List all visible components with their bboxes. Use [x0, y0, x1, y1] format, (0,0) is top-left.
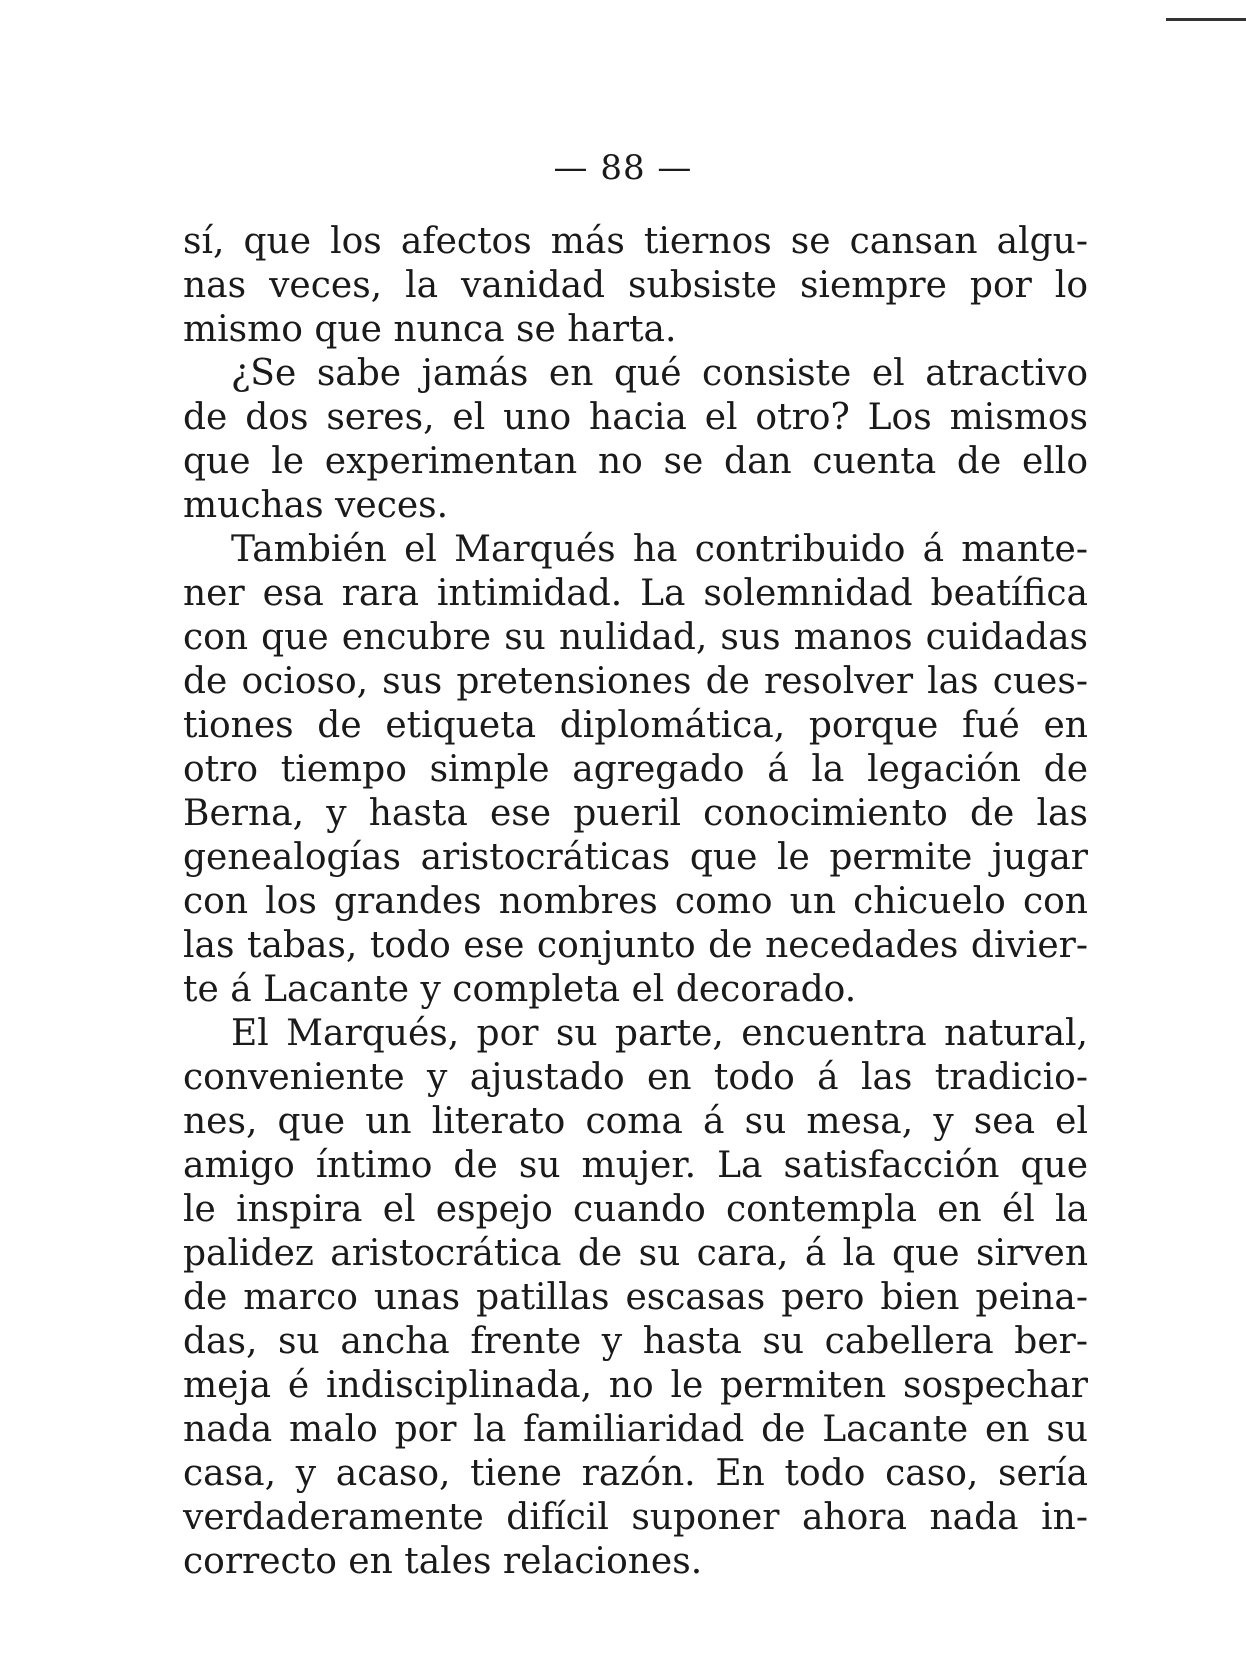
text-line: palidez aristocrática de su cara, á la que sirven	[183, 1233, 1088, 1274]
text-line: meja é indisciplinada, no le permiten sospechar	[183, 1365, 1088, 1406]
margin-rule	[1166, 18, 1246, 21]
text-line: El Marqués, por su parte, encuentra natural,	[231, 1013, 1088, 1054]
text-line: También el Marqués ha contribuido á mante-	[231, 529, 1088, 570]
text-line: ner esa rara intimidad. La solemnidad beatífica	[183, 573, 1088, 614]
text-line: correcto en tales relaciones.	[183, 1541, 703, 1582]
text-line: con los grandes nombres como un chicuelo con	[183, 881, 1088, 922]
text-line: Berna, y hasta ese pueril conocimiento de las	[183, 793, 1088, 834]
text-line: mismo que nunca se harta.	[183, 309, 677, 350]
body-text	[183, 220, 1088, 1582]
text-line: das, su ancha frente y hasta su cabellera ber-	[183, 1321, 1088, 1362]
text-line: ¿Se sabe jamás en qué consiste el atractivo	[231, 353, 1088, 394]
page-number: — 88 —	[553, 148, 693, 188]
text-line: casa, y acaso, tiene razón. En todo caso, sería	[183, 1453, 1088, 1494]
text-line: sí, que los afectos más tiernos se cansan algu-	[183, 221, 1088, 262]
text-line: que le experimentan no se dan cuenta de ello	[183, 441, 1088, 482]
text-line: te á Lacante y completa el decorado.	[183, 969, 857, 1010]
text-line: conveniente y ajustado en todo á las tradicio-	[183, 1057, 1088, 1098]
text-line: nada malo por la familiaridad de Lacante en su	[183, 1409, 1088, 1450]
text-line: genealogías aristocráticas que le permite jugar	[183, 837, 1088, 878]
text-line: de marco unas patillas escasas pero bien peina-	[183, 1277, 1088, 1318]
text-line: de ocioso, sus pretensiones de resolver las cues-	[183, 661, 1088, 702]
text-line: le inspira el espejo cuando contempla en él la	[183, 1189, 1088, 1230]
text-line: muchas veces.	[183, 485, 449, 526]
text-line: amigo íntimo de su mujer. La satisfacción que	[183, 1145, 1088, 1186]
text-line: las tabas, todo ese conjunto de necedades divier-	[183, 925, 1088, 966]
text-line: tiones de etiqueta diplomática, porque fué en	[183, 705, 1088, 746]
text-line: verdaderamente difícil suponer ahora nada in-	[183, 1497, 1088, 1538]
text-line: nas veces, la vanidad subsiste siempre por lo	[183, 265, 1088, 306]
text-line: nes, que un literato coma á su mesa, y sea el	[183, 1101, 1088, 1142]
text-line: otro tiempo simple agregado á la legación de	[183, 749, 1088, 790]
text-line: con que encubre su nulidad, sus manos cuidadas	[183, 617, 1088, 658]
text-line: de dos seres, el uno hacia el otro? Los mismos	[183, 397, 1088, 438]
